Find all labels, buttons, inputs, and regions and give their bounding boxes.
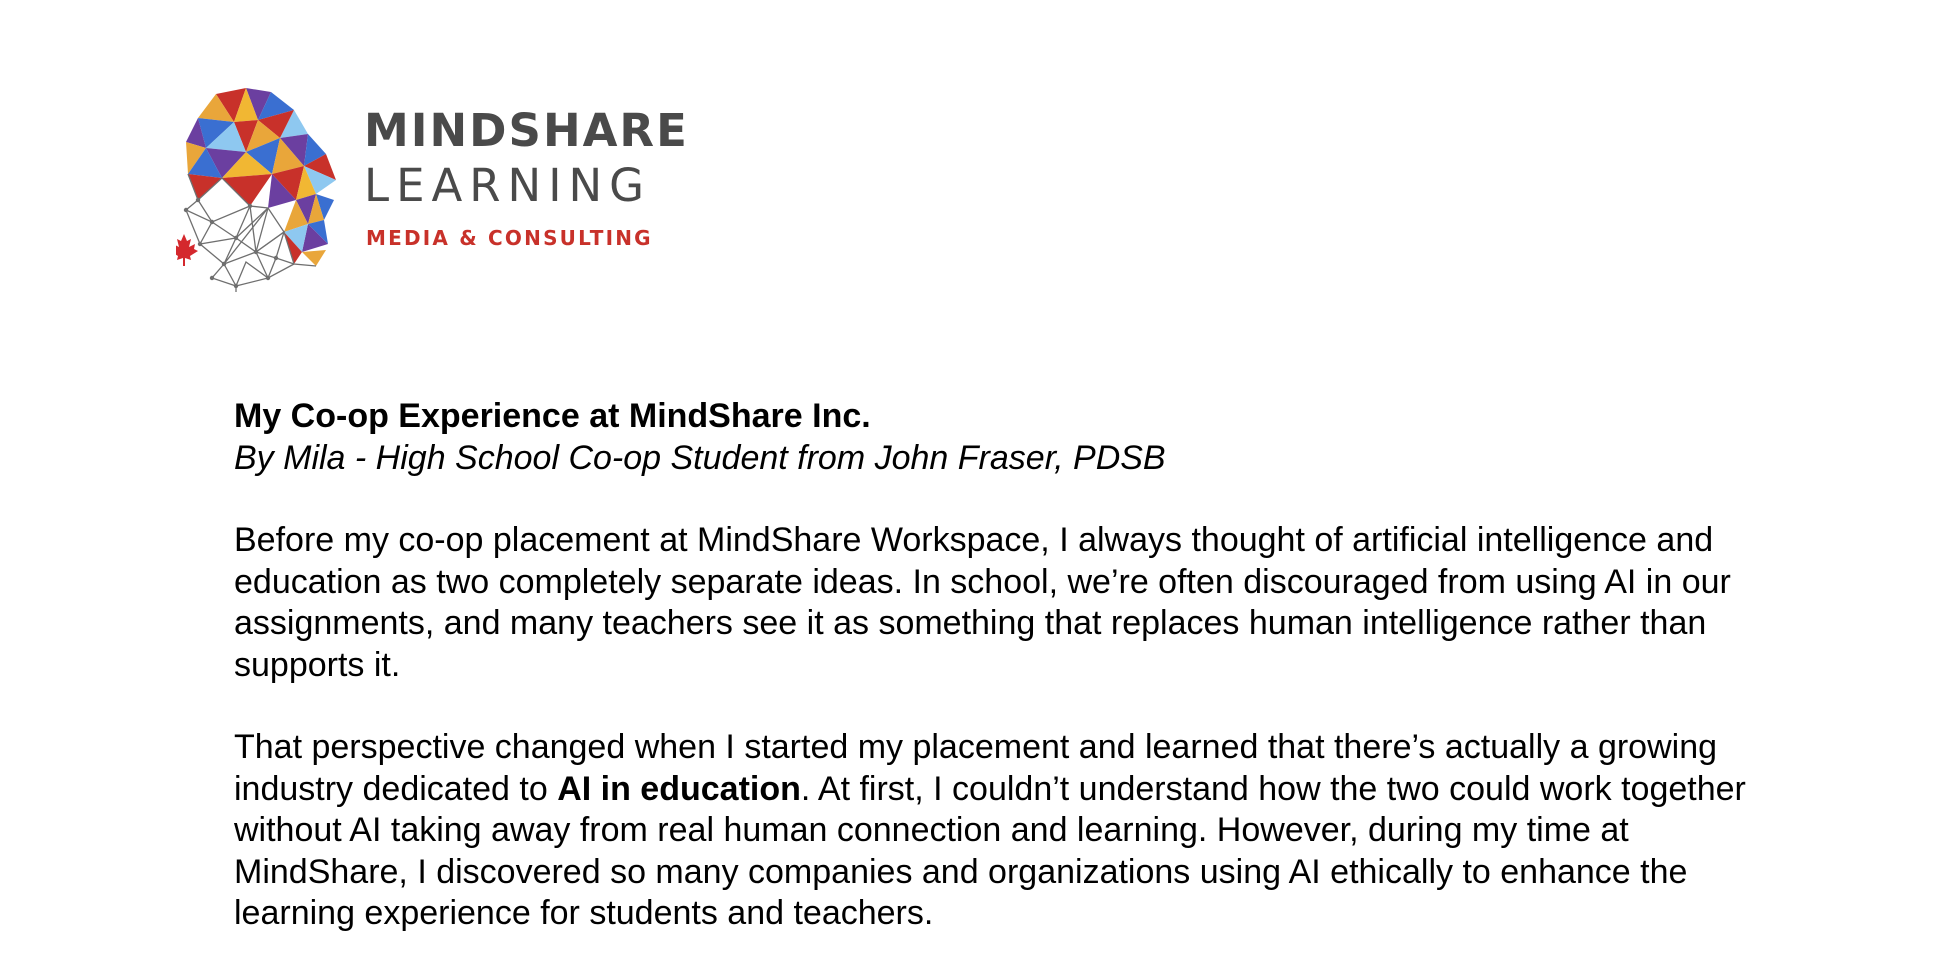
paragraph-2-text-start: That perspective changed when I started my placement and learned that there’s actually a growing industry dedicated to [234, 728, 1718, 808]
logo-wordmark-mindshare: MINDSHARE [364, 104, 689, 157]
ai-in-education-emphasis: AI in education [557, 769, 801, 808]
article-paragraph-2 [234, 727, 1754, 935]
article-paragraph-1: Before my co-op placement at MindShare Workspace, I always thought of artificial intelligence and education as two completely separate ideas. In school, we’re often discouraged from using AI in our assignments, and many teachers see it as something that replaces human intelligence rather than supports it. [234, 521, 1731, 684]
logo-tagline: MEDIA & CONSULTING [366, 226, 653, 250]
article-byline: By Mila - High School Co-op Student from John Fraser, PDSB [234, 438, 1166, 477]
paragraph-2-text-end: . At first, I couldn’t understand how the two could work together without AI taking away from real human connection and learning. However, during my time at MindShare, I discovered so many companies and organizations using AI ethically to enhance the learning experience for students and teachers. [234, 769, 1746, 932]
brain-mosaic-icon [176, 82, 356, 292]
logo-wordmark-learning: LEARNING [364, 159, 652, 212]
article [234, 396, 1754, 976]
article-title: My Co-op Experience at MindShare Inc. [234, 397, 871, 435]
mindshare-logo [176, 82, 689, 292]
maple-leaf-icon [176, 234, 198, 266]
